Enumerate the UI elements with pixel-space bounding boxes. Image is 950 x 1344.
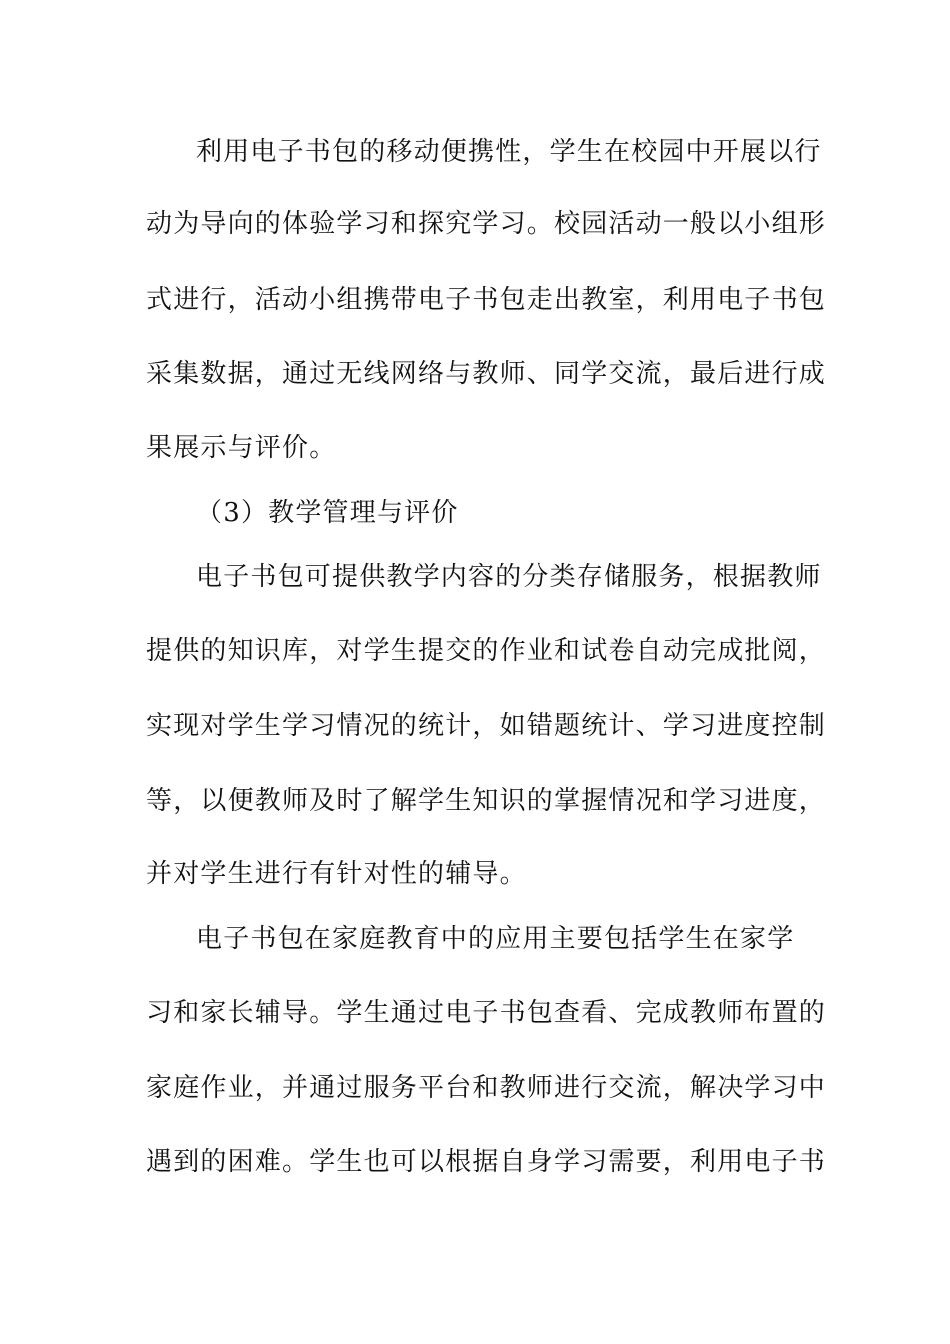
text-line: 并对学生进行有针对性的辅导。 — [146, 859, 527, 889]
text-line: 采集数据，通过无线网络与教师、同学交流，最后进行成 — [146, 359, 827, 389]
text-line: 利用电子书包的移动便携性，学生在校园中开展以行 — [196, 137, 822, 167]
text-line: 遇到的困难。学生也可以根据自身学习需要，利用电子书 — [146, 1147, 827, 1177]
text-line: 动为导向的体验学习和探究学习。校园活动一般以小组形 — [146, 209, 827, 239]
text-line: 等，以便教师及时了解学生知识的掌握情况和学习进度， — [146, 786, 827, 816]
text-line: 式进行，活动小组携带电子书包走出教室，利用电子书包 — [146, 285, 827, 315]
text-line: 提供的知识库，对学生提交的作业和试卷自动完成批阅， — [146, 636, 827, 666]
text-line: 习和家长辅导。学生通过电子书包查看、完成教师布置的 — [146, 998, 827, 1028]
text-line: 电子书包在家庭教育中的应用主要包括学生在家学 — [196, 924, 795, 954]
section-heading: （3）教学管理与评价 — [196, 498, 459, 528]
text-line: 果展示与评价。 — [146, 433, 337, 463]
text-line: 电子书包可提供教学内容的分类存储服务，根据教师 — [196, 562, 822, 592]
text-line: 实现对学生学习情况的统计，如错题统计、学习进度控制 — [146, 711, 827, 741]
text-line: 家庭作业，并通过服务平台和教师进行交流，解决学习中 — [146, 1073, 827, 1103]
